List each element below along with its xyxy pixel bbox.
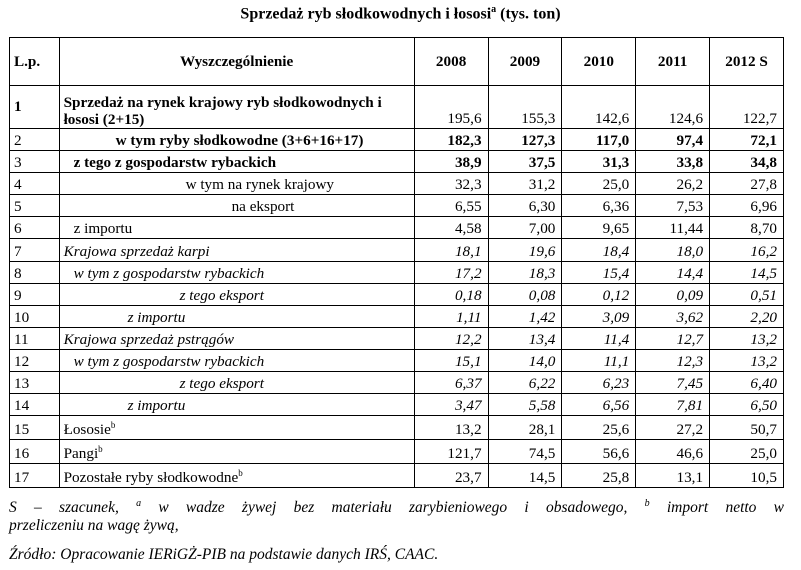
- row-value: 25,8: [562, 464, 636, 488]
- row-value: 6,23: [562, 372, 636, 394]
- row-value: 74,5: [488, 440, 562, 464]
- table-row: [10, 129, 784, 151]
- row-value: 11,44: [636, 217, 710, 239]
- table-row: [10, 440, 784, 464]
- table-row: [10, 349, 784, 371]
- row-value: 31,3: [562, 151, 636, 173]
- table-row: [10, 372, 784, 394]
- row-desc: Krajowa sprzedaż pstrągów: [59, 327, 414, 349]
- row-value: 10,5: [710, 464, 784, 488]
- row-value: 12,2: [414, 327, 488, 349]
- row-value: 3,47: [414, 394, 488, 416]
- row-value: 7,81: [636, 394, 710, 416]
- row-value: 13,4: [488, 327, 562, 349]
- table-row: [10, 86, 784, 129]
- row-lp: 3: [10, 151, 60, 173]
- row-value: 11,1: [562, 349, 636, 371]
- row-lp: 10: [10, 305, 60, 327]
- row-value: 25,6: [562, 416, 636, 440]
- row-value: 13,1: [636, 464, 710, 488]
- row-value: 3,09: [562, 305, 636, 327]
- row-value: 6,55: [414, 195, 488, 217]
- table-row: [10, 327, 784, 349]
- row-lp: 6: [10, 217, 60, 239]
- row-value: 72,1: [710, 129, 784, 151]
- row-value: 8,70: [710, 217, 784, 239]
- row-lp: 9: [10, 283, 60, 305]
- row-value: 34,8: [710, 151, 784, 173]
- row-value: 7,53: [636, 195, 710, 217]
- row-value: 97,4: [636, 129, 710, 151]
- row-value: 46,6: [636, 440, 710, 464]
- row-value: 121,7: [414, 440, 488, 464]
- row-value: 25,0: [562, 173, 636, 195]
- row-value: 12,3: [636, 349, 710, 371]
- title-footnote-marker: a: [491, 4, 497, 15]
- row-value: 12,7: [636, 327, 710, 349]
- row-desc: Pangi$^b$: [59, 440, 414, 464]
- header-desc: Wyszczególnienie: [59, 38, 414, 86]
- header-row: [10, 38, 784, 86]
- row-value: 195,6: [414, 86, 488, 129]
- footnote-line-1: S – szacunek, $^a$ w wadze żywej bez materiału zarybieniowego i obsadowego, $^b$ import netto w: [9, 498, 785, 517]
- header-year-2011: 2011: [636, 38, 710, 86]
- row-value: 0,08: [488, 283, 562, 305]
- row-value: 6,36: [562, 195, 636, 217]
- footnote-marker-b: b: [98, 444, 103, 455]
- row-value: 6,22: [488, 372, 562, 394]
- row-lp: 2: [10, 129, 60, 151]
- source-note: Źródło: Opracowanie IERiGŻ-PIB na podstawie danych IRŚ, CAAC.: [9, 546, 439, 563]
- row-value: 14,4: [636, 261, 710, 283]
- row-value: 124,6: [636, 86, 710, 129]
- row-value: 9,65: [562, 217, 636, 239]
- row-value: 6,56: [562, 394, 636, 416]
- table-row: [10, 261, 784, 283]
- row-lp: 1: [10, 86, 60, 129]
- header-lp: L.p.: [10, 38, 60, 86]
- row-value: 7,00: [488, 217, 562, 239]
- row-value: 37,5: [488, 151, 562, 173]
- table-row: [10, 305, 784, 327]
- row-value: 27,8: [710, 173, 784, 195]
- row-lp: 14: [10, 394, 60, 416]
- row-desc: w tym ryby słodkowodne (3+6+16+17): [59, 129, 414, 151]
- row-value: 28,1: [488, 416, 562, 440]
- row-value: 26,2: [636, 173, 710, 195]
- row-lp: 7: [10, 239, 60, 261]
- row-value: 15,1: [414, 349, 488, 371]
- row-value: 13,2: [710, 349, 784, 371]
- row-value: 117,0: [562, 129, 636, 151]
- row-desc: z tego z gospodarstw rybackich: [59, 151, 414, 173]
- row-value: 15,4: [562, 261, 636, 283]
- row-desc: Sprzedaż na rynek krajowy ryb słodkowodnych i łososi (2+15): [59, 86, 414, 129]
- table-row: [10, 283, 784, 305]
- header-year-2010: 2010: [562, 38, 636, 86]
- table-row: [10, 195, 784, 217]
- row-value: 3,62: [636, 305, 710, 327]
- row-value: 11,4: [562, 327, 636, 349]
- row-value: 127,3: [488, 129, 562, 151]
- row-value: 16,2: [710, 239, 784, 261]
- row-lp: 15: [10, 416, 60, 440]
- row-value: 6,37: [414, 372, 488, 394]
- row-value: 2,20: [710, 305, 784, 327]
- table-row: [10, 464, 784, 488]
- row-lp: 13: [10, 372, 60, 394]
- table-row: [10, 394, 784, 416]
- row-value: 14,5: [710, 261, 784, 283]
- row-lp: 11: [10, 327, 60, 349]
- row-value: 6,50: [710, 394, 784, 416]
- row-value: 1,11: [414, 305, 488, 327]
- row-value: 6,96: [710, 195, 784, 217]
- row-value: 13,2: [414, 416, 488, 440]
- row-lp: 5: [10, 195, 60, 217]
- row-desc: z importu: [59, 217, 414, 239]
- row-lp: 16: [10, 440, 60, 464]
- row-desc: w tym z gospodarstw rybackich: [59, 349, 414, 371]
- row-desc: Krajowa sprzedaż karpi: [59, 239, 414, 261]
- row-lp: 12: [10, 349, 60, 371]
- table-row: [10, 173, 784, 195]
- row-value: 0,51: [710, 283, 784, 305]
- row-desc: z importu: [59, 394, 414, 416]
- row-value: 0,12: [562, 283, 636, 305]
- row-desc: z tego eksport: [59, 372, 414, 394]
- row-value: 17,2: [414, 261, 488, 283]
- footnote-marker-b: b: [238, 468, 243, 479]
- row-desc: na eksport: [59, 195, 414, 217]
- table-row: [10, 151, 784, 173]
- header-year-2012: 2012 S: [710, 38, 784, 86]
- row-value: 6,30: [488, 195, 562, 217]
- row-value: 25,0: [710, 440, 784, 464]
- row-value: 18,1: [414, 239, 488, 261]
- row-value: 27,2: [636, 416, 710, 440]
- row-value: 5,58: [488, 394, 562, 416]
- row-value: 18,3: [488, 261, 562, 283]
- footnote-marker-b: b: [110, 420, 116, 431]
- row-desc: z importu: [59, 305, 414, 327]
- row-value: 1,42: [488, 305, 562, 327]
- row-value: 0,18: [414, 283, 488, 305]
- row-desc: w tym na rynek krajowy: [59, 173, 414, 195]
- row-value: 18,4: [562, 239, 636, 261]
- row-value: 33,8: [636, 151, 710, 173]
- row-value: 31,2: [488, 173, 562, 195]
- row-value: 13,2: [710, 327, 784, 349]
- row-lp: 4: [10, 173, 60, 195]
- row-desc: z tego eksport: [59, 283, 414, 305]
- row-value: 32,3: [414, 173, 488, 195]
- row-value: 122,7: [710, 86, 784, 129]
- footnote-line-2: przeliczeniu na wagę żywą,: [9, 517, 179, 534]
- row-value: 14,0: [488, 349, 562, 371]
- row-lp: 17: [10, 464, 60, 488]
- row-value: 182,3: [414, 129, 488, 151]
- row-desc: Pozostałe ryby słodkowodne$^b$: [59, 464, 414, 488]
- row-value: 7,45: [636, 372, 710, 394]
- row-desc: w tym z gospodarstw rybackich: [59, 261, 414, 283]
- row-value: 0,09: [636, 283, 710, 305]
- row-desc: Łososie$^b$: [59, 416, 414, 440]
- row-value: 23,7: [414, 464, 488, 488]
- table-row: [10, 416, 784, 440]
- row-value: 18,0: [636, 239, 710, 261]
- row-value: 142,6: [562, 86, 636, 129]
- table-title: Sprzedaż ryb słodkowodnych i łososi$^a$ (tys. ton): [240, 4, 561, 23]
- row-value: 6,40: [710, 372, 784, 394]
- row-value: 19,6: [488, 239, 562, 261]
- row-value: 155,3: [488, 86, 562, 129]
- table-row: [10, 217, 784, 239]
- row-lp: 8: [10, 261, 60, 283]
- header-year-2008: 2008: [414, 38, 488, 86]
- row-value: 14,5: [488, 464, 562, 488]
- row-value: 56,6: [562, 440, 636, 464]
- fish-sales-table: [9, 37, 784, 488]
- header-year-2009: 2009: [488, 38, 562, 86]
- row-value: 38,9: [414, 151, 488, 173]
- row-value: 4,58: [414, 217, 488, 239]
- row-value: 50,7: [710, 416, 784, 440]
- table-row: [10, 239, 784, 261]
